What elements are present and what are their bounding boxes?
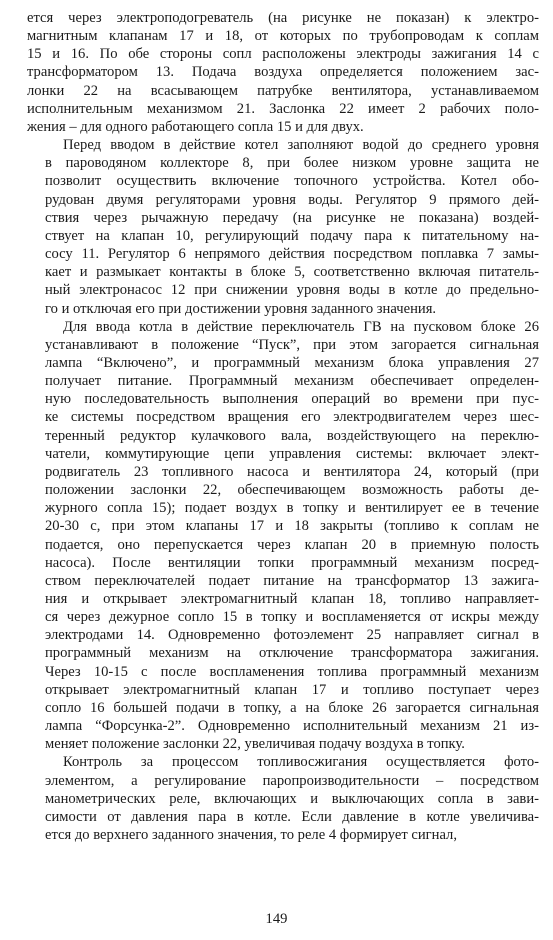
text-line: кает и размыкает контакты в блоке 5, соответственно включая питатель- — [45, 264, 539, 281]
text-line: программный механизм на отключение трансформатора зажигания. — [45, 645, 539, 662]
text-line: теренный редуктор кулачкового вала, воздействующего на переклю- — [45, 427, 539, 444]
text-line: Для ввода котла в действие переключатель ГВ на пусковом блоке 26 — [63, 318, 539, 335]
text-line: лампа “Включено”, и программный механизм блока управления 27 — [45, 354, 539, 371]
text-line: манометрических реле, включающих и выключающих сопла в зави- — [45, 790, 539, 807]
text-line: рудован двумя регуляторами уровня воды. Регулятор 9 прямого дей- — [45, 191, 539, 208]
text-line: ния и открывает электромагнитный клапан 18, топливо направляет- — [45, 591, 539, 607]
text-line: ствует на клапан 10, регулирующий подачу пара к питательному на- — [45, 227, 539, 244]
paragraph — [27, 136, 539, 318]
body-text — [27, 9, 539, 844]
text-line: ный электронасос 12 при снижении уровня воды в котле до предельно- — [45, 282, 539, 299]
text-line: 20-30 с, при этом клапаны 17 и 18 закрыты (топливо к соплам не — [45, 518, 539, 535]
text-line: исполнительным механизмом 21. Заслонка 22 имеет 2 рабочих поло- — [27, 100, 539, 117]
text-line: трансформатором 13. Подача воздуха определяется положением зас- — [27, 64, 539, 81]
text-line: открывает электромагнитный клапан 17 и топливо поступает через — [45, 681, 539, 698]
text-line: электродами 14. Одновременно фотоэлемент 25 направляет сигнал в — [45, 627, 539, 644]
text-line: подается, оно перепускается через клапан 20 в приемную полость — [45, 536, 539, 553]
text-line: лампа “Форсунка-2”. Одновременно исполнительный механизм 21 из- — [45, 718, 539, 735]
text-line: получает питание. Программный механизм обеспечивает определен- — [45, 373, 539, 390]
text-line: устанавливают в положение “Пуск”, при этом загорается сигнальная — [45, 336, 539, 353]
text-line: чатели, коммутирующие цепи управления системы: включает элект- — [45, 445, 539, 462]
text-line: родвигатель 23 топливного насоса и вентилятора 24, который (при — [45, 463, 539, 480]
text-line: Через 10-15 с после воспламенения топлива программный механизм — [45, 663, 539, 680]
text-line: ством переключателей подает питание на трансформатор 13 зажига- — [45, 572, 539, 589]
text-line: Перед вводом в действие котел заполняют водой до среднего уровня — [63, 137, 539, 154]
text-line: ную последовательность выполнения операций во времени при пус- — [45, 391, 539, 408]
text-line: ся через дежурное сопло 15 в топку и воспламеняется от искры между — [45, 609, 539, 626]
paragraph — [27, 753, 539, 844]
text-line: Контроль за процессом топливосжигания осуществляется фото- — [63, 754, 539, 771]
text-line: в пароводяном коллекторе 8, при более низком уровне защита не — [45, 155, 539, 172]
page-number: 149 — [265, 911, 288, 927]
text-line: ется через электроподогреватель (на рисунке не показан) к электро- — [27, 10, 539, 26]
text-line: лонки 22 на всасывающем патрубке вентилятора, устанавливаемом — [27, 82, 539, 99]
text-line: го и отключая его при достижении уровня заданного значения. — [45, 300, 437, 317]
text-line: сосу 11. Регулятор 6 непрямого действия посредством поплавка 7 замы- — [45, 246, 539, 263]
text-line: симости от давления пара в котле. Если давление в котле увеличива- — [45, 808, 539, 825]
text-line: магнитным клапанам 17 и 18, от которых по трубопроводам к соплам — [27, 28, 539, 45]
paragraph — [27, 9, 539, 136]
text-line: положении заслонки 22, обеспечивающем возможность работы де- — [45, 482, 539, 499]
text-line: насоса). После вентиляции топки программный механизм посред- — [45, 554, 539, 571]
text-line: меняет положение заслонки 22, увеличивая подачу воздуха в топку. — [45, 736, 465, 753]
text-line: ствия через рычажную передачу (на рисунке не показана) воздей- — [45, 209, 539, 226]
paragraph — [27, 318, 539, 754]
text-line: позволит осуществить включение топочного устройства. Котел обо- — [45, 173, 539, 190]
text-line: элементом, а регулирование паропроизводительности – посредством — [45, 772, 539, 789]
text-line: 15 и 16. По обе стороны сопл расположены электроды зажигания 14 с — [27, 46, 539, 63]
text-line: жения – для одного работающего сопла 15 и для двух. — [27, 118, 364, 135]
text-line: ке системы посредством вращения его электродвигателем через шес- — [45, 409, 539, 426]
text-line: ется до верхнего заданного значения, то реле 4 формирует сигнал, — [45, 827, 457, 844]
text-line: журного сопла 15); подает воздух в топку и вентилирует ее в течение — [45, 500, 539, 517]
text-line: сопло 16 большей подачи в топку, а на блоке 26 загорается сигнальная — [45, 699, 539, 716]
